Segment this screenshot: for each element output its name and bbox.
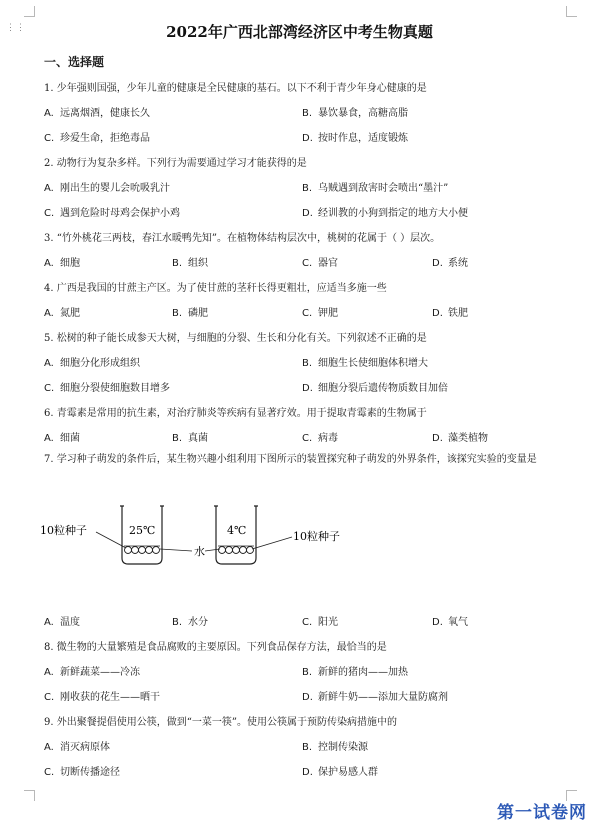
question-8-option-a[interactable]: A. 新鲜蔬菜——冷冻 [44,667,140,678]
question-7-option-d[interactable]: D. 氧气 [432,617,468,628]
question-7-stem: 7. 学习种子萌发的条件后，某生物兴趣小组利用下图所示的装置探究种子萌发的外界条件，该探究实验的变量是 [44,454,537,465]
drag-handle-icon[interactable]: ⋮⋮ [6,23,26,33]
beaker-25c [120,506,164,564]
section-heading: 一、选择题 [44,55,105,69]
question-6-option-a[interactable]: A. 细菌 [44,433,80,444]
diagram-right-label: 10粒种子 [293,530,340,543]
question-5-option-b[interactable]: B. 细胞生长使细胞体积增大 [302,358,428,369]
question-2-option-a[interactable]: A. 刚出生的婴儿会吮吸乳汁 [44,183,170,194]
question-4-option-c[interactable]: C. 钾肥 [302,308,338,319]
question-1-option-b[interactable]: B. 暴饮暴食，高糖高脂 [302,108,408,119]
page-title: 2022年广西北部湾经济区中考生物真题 [166,23,433,41]
question-7-option-b[interactable]: B. 水分 [172,617,208,628]
question-2-stem: 2. 动物行为复杂多样。下列行为需要通过学习才能获得的是 [44,158,307,169]
crop-mark-top-left [24,6,35,17]
question-7-option-c[interactable]: C. 阳光 [302,617,338,628]
beaker-2-temp: 4℃ [227,524,247,537]
question-8-stem: 8. 微生物的大量繁殖是食品腐败的主要原因。下列食品保存方法，最恰当的是 [44,642,387,653]
question-5-option-d[interactable]: D. 细胞分裂后遗传物质数目加倍 [302,383,448,394]
seeds-group-1 [125,547,160,554]
question-6-option-d[interactable]: D. 藻类植物 [432,433,488,444]
question-5-stem: 5. 松树的种子能长成参天大树，与细胞的分裂、生长和分化有关。下列叙述不正确的是 [44,333,427,344]
crop-mark-top-right [566,6,577,17]
question-7-option-a[interactable]: A. 温度 [44,617,80,628]
question-1-option-c[interactable]: C. 珍爱生命，拒绝毒品 [44,133,150,144]
question-2-option-b[interactable]: B. 乌贼遇到敌害时会喷出“墨汁” [302,183,449,194]
question-4-option-a[interactable]: A. 氮肥 [44,308,80,319]
question-2-option-d[interactable]: D. 经训教的小狗到指定的地方大小便 [302,208,468,219]
question-3-option-b[interactable]: B. 组织 [172,258,208,269]
watermark-logo: 第一试卷网 [497,803,587,823]
question-5-option-a[interactable]: A. 细胞分化形成组织 [44,358,140,369]
diagram-water-label: 水 [194,545,205,558]
question-9-option-a[interactable]: A. 消灭病原体 [44,742,110,753]
question-9-stem: 9. 外出聚餐提倡使用公筷，做到“一菜一筷”。使用公筷属于预防传染病措施中的 [44,717,397,728]
question-1-option-a[interactable]: A. 远离烟酒，健康长久 [44,108,150,119]
question-8-option-d[interactable]: D. 新鲜牛奶——添加大量防腐剂 [302,692,448,703]
question-1-option-d[interactable]: D. 按时作息，适度锻炼 [302,133,408,144]
question-3-stem: 3. “竹外桃花三两枝，春江水暖鸭先知”。在植物体结构层次中，桃树的花属于（ ）层次。 [44,233,441,244]
question-5-option-c[interactable]: C. 细胞分裂使细胞数目增多 [44,383,170,394]
question-9-option-c[interactable]: C. 切断传播途径 [44,767,120,778]
crop-mark-bottom-left [24,790,35,801]
beaker-4c [214,506,258,564]
question-4-option-d[interactable]: D. 铁肥 [432,308,468,319]
beaker-1-temp: 25℃ [129,524,156,537]
question-3-option-c[interactable]: C. 器官 [302,258,338,269]
question-2-option-c[interactable]: C. 遇到危险时母鸡会保护小鸡 [44,208,180,219]
question-3-option-a[interactable]: A. 细胞 [44,258,80,269]
question-6-option-c[interactable]: C. 病毒 [302,433,338,444]
question-4-stem: 4. 广西是我国的甘蔗主产区。为了使甘蔗的茎秆长得更粗壮，应适当多施一些 [44,283,387,294]
question-8-option-c[interactable]: C. 刚收获的花生——晒干 [44,692,160,703]
question-6-stem: 6. 青霉素是常用的抗生素，对治疗肺炎等疾病有显著疗效。用于提取青霉素的生物属于 [44,408,427,419]
seeds-group-2 [219,547,254,554]
experiment-diagram [40,500,360,580]
question-6-option-b[interactable]: B. 真菌 [172,433,208,444]
question-1-stem: 1. 少年强则国强，少年儿童的健康是全民健康的基石。以下不利于青少年身心健康的是 [44,83,427,94]
question-8-option-b[interactable]: B. 新鲜的猪肉——加热 [302,667,408,678]
question-3-option-d[interactable]: D. 系统 [432,258,468,269]
question-9-option-b[interactable]: B. 控制传染源 [302,742,368,753]
question-4-option-b[interactable]: B. 磷肥 [172,308,208,319]
diagram-left-label: 10粒种子 [40,524,87,537]
question-9-option-d[interactable]: D. 保护易感人群 [302,767,378,778]
